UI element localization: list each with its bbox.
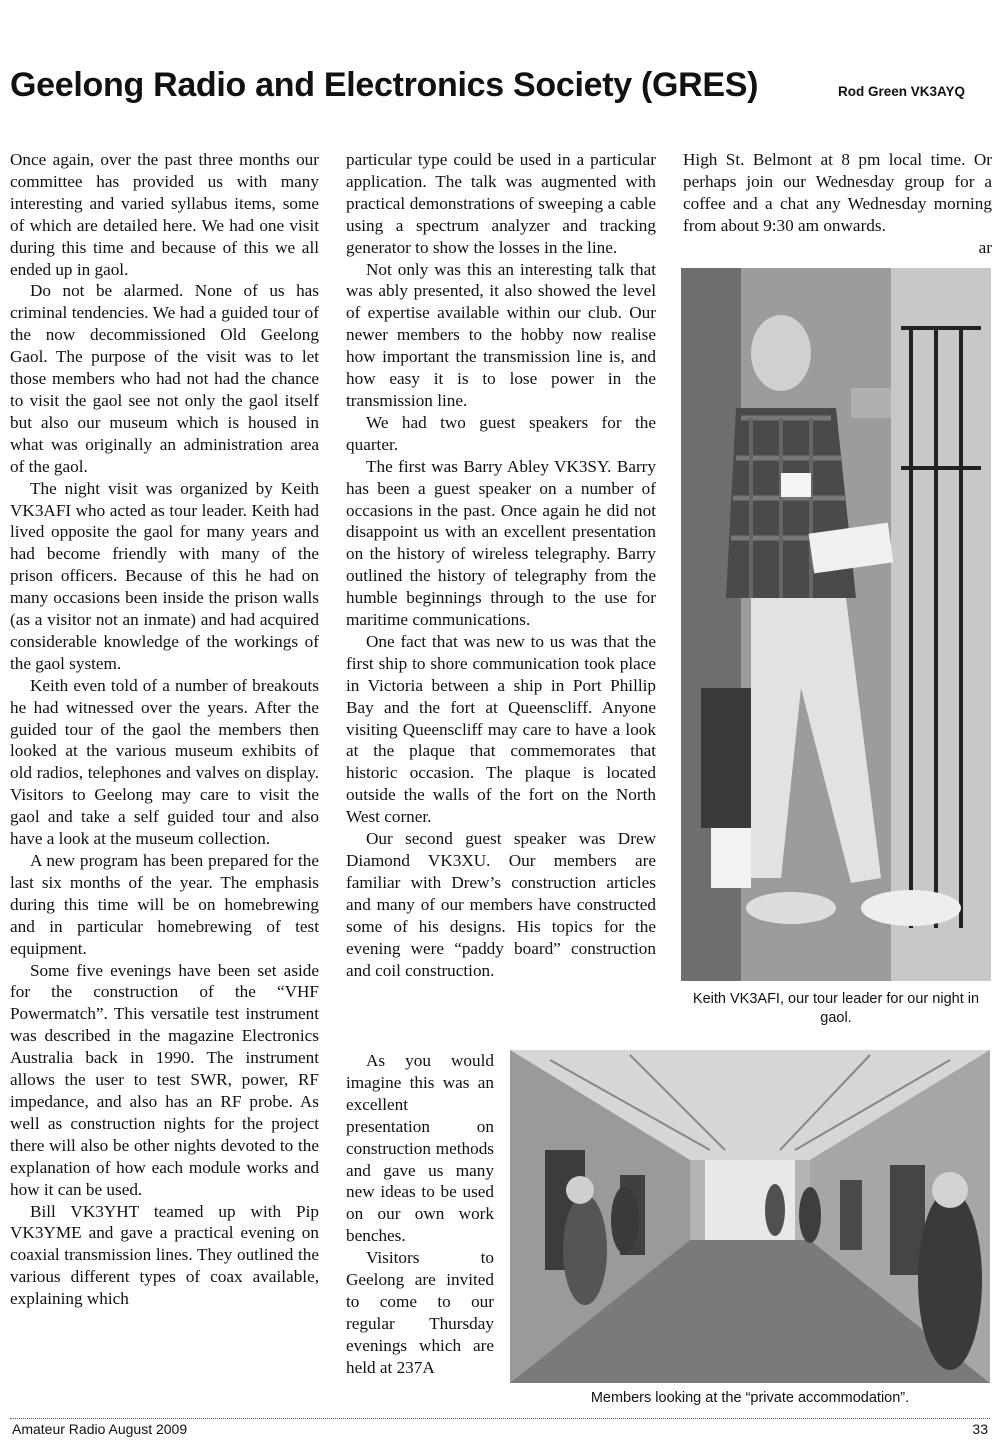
paragraph: A new program has been prepared for the last six months of the year. The emphasis during this time will be on homebrewing and in particular homebrewing of test equipment. — [10, 851, 319, 958]
footer-publication: Amateur Radio August 2009 — [12, 1421, 188, 1437]
paragraph: Once again, over the past three months our committee has provided us with many interesting and varied syllabus items, some of which are detailed here. We had one visit during this time and because of this we all ended up in gaol. — [10, 150, 319, 279]
paragraph: We had two guest speakers for the quarter. — [346, 412, 656, 454]
paragraph: As you would imagine this was an excellent presentation on construction methods and gave us many new ideas to be used on our own work benches. — [346, 1051, 494, 1246]
photo-gaol-corridor-image — [510, 1050, 990, 1383]
photo-tour-leader-image — [681, 268, 991, 981]
paragraph: Bill VK3YHT teamed up with Pip VK3YME and gave a practical evening on coaxial transmission lines. They outlined the various different types of coax available, explaining which — [10, 1201, 319, 1309]
paragraph: Keith even told of a number of breakouts he had witnessed over the years. After the guided tour of the gaol the members then looked at the various museum exhibits of old radios, telephones and valves on display. Visitors to Geelong may care to visit the gaol and take a self guided tour and also have a look at the museum collection. — [10, 675, 319, 849]
paragraph: One fact that was new to us was that the first ship to shore communication took place in Victoria between a ship in Port Phillip Bay and the fort at Queenscliff. Anyone visiting Queenscliff may care to have a look at the plaque that commemorates that historic occasion. The plaque is located outside the walls of the fort on the North West corner. — [346, 631, 656, 827]
footer-divider — [10, 1418, 990, 1419]
paragraph: Some five evenings have been set aside for the construction of the “VHF Powermatch”. This versatile test instrument was described in the magazine Electronics Australia back in 1990. The instrument allows the user to test SWR, power, RF impedance, and also has an RF probe. As well as construction nights for the project there will also be other nights devoted to the explanation of how each module works and how it can be used. — [10, 960, 319, 1199]
end-mark: ar — [978, 237, 992, 257]
footer-page-number: 33 — [972, 1421, 988, 1437]
article-title: Geelong Radio and Electronics Society (GRES) — [10, 66, 759, 104]
article-column-1 — [10, 149, 319, 1310]
photo-tour-leader-caption: Keith VK3AFI, our tour leader for our night in gaol. — [692, 991, 980, 1026]
paragraph: The night visit was organized by Keith VK3AFI who acted as tour leader. Keith had lived opposite the gaol for many years and had become friendly with many of the prison officers. Because of this he had on many occasions been inside the prison walls (as a visitor not an inmate) and had acquired considerable knowledge of the workings of the gaol system. — [10, 478, 319, 673]
paragraph: Not only was this an interesting talk that was ably presented, it also showed the level of expertise available within our club. Our newer members to the hobby now realise how important the transmission line is, and how easy it is to lose power in the transmission line. — [346, 259, 656, 410]
article-column-2-continued — [346, 1050, 494, 1379]
article-column-2 — [346, 149, 656, 981]
paragraph: The first was Barry Abley VK3SY. Barry has been a guest speaker on a number of occasions in the past. Once again he did not disappoint us with an excellent presentation on the history of wireless telegraphy. Barry outlined the history of telegraphy from the humble beginnings through to the use for maritime communications. — [346, 456, 656, 630]
paragraph: Our second guest speaker was Drew Diamond VK3XU. Our members are familiar with Drew’s construction articles and many of our members have constructed some of his designs. His topics for the evening were “paddy board” construction and coil construction. — [346, 829, 656, 980]
photo-gaol-corridor — [510, 1050, 990, 1383]
author-byline: Rod Green VK3AYQ — [838, 84, 966, 99]
paragraph: High St. Belmont at 8 pm local time. Or perhaps join our Wednesday group for a coffee and a chat any Wednesday morning from about 9:30 am onwards. — [683, 150, 992, 235]
paragraph: Do not be alarmed. None of us has criminal tendencies. We had a guided tour of the now decommissioned Old Geelong Gaol. The purpose of the visit was to let those members who had not had the chance to visit the gaol see not only the gaol itself but also our museum which is housed in what was originally an administration area of the gaol. — [10, 281, 319, 476]
paragraph: particular type could be used in a particular application. The talk was augmented with practical demonstrations of sweeping a cable using a spectrum analyzer and tracking generator to show the losses in the line. — [346, 150, 656, 257]
article-column-3 — [683, 149, 992, 259]
photo-gaol-corridor-caption: Members looking at the “private accommodation”. — [590, 1390, 910, 1406]
photo-tour-leader — [681, 268, 991, 981]
paragraph: Visitors to Geelong are invited to come to our regular Thursday evenings which are held at 237A — [346, 1248, 494, 1377]
